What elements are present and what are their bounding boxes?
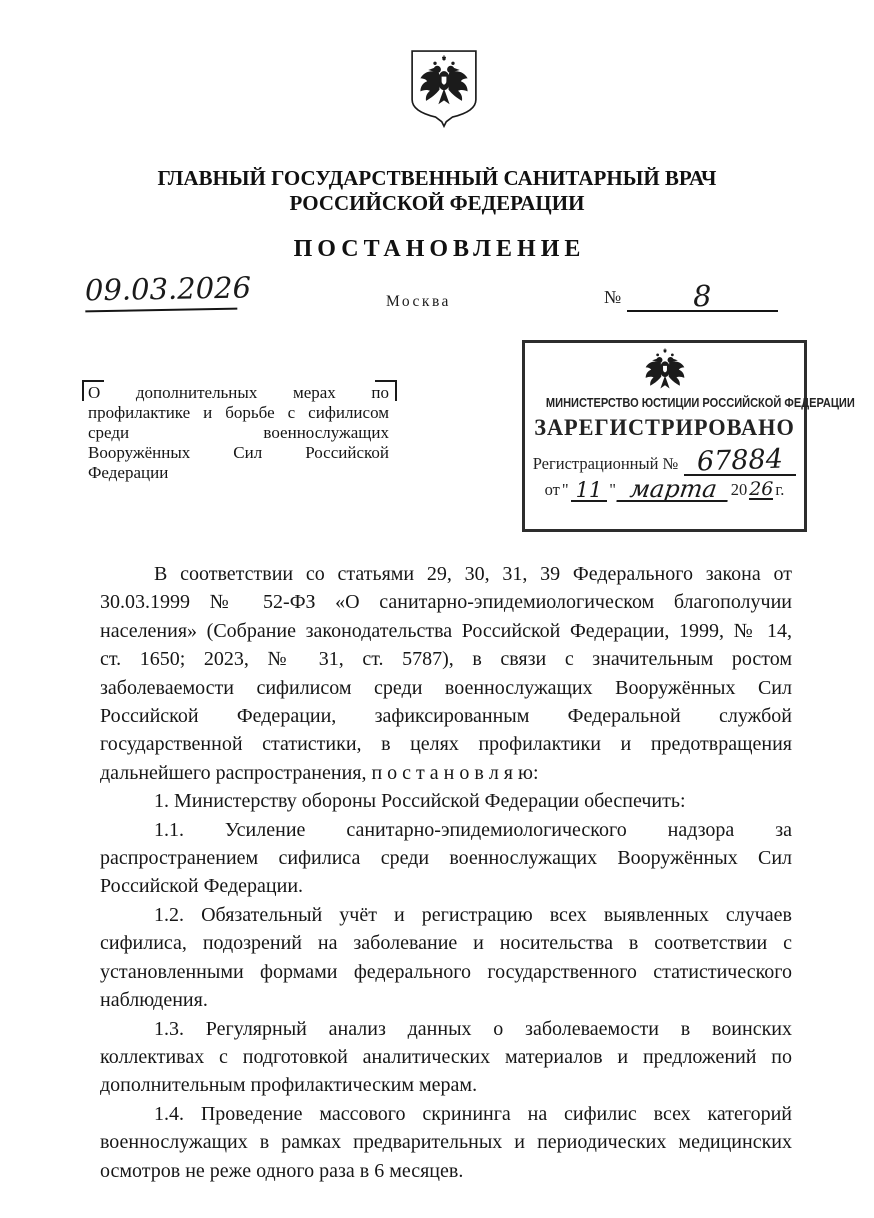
- paragraph: [100, 1100, 792, 1185]
- issuer-line1: ГЛАВНЫЙ ГОСУДАРСТВЕННЫЙ САНИТАРНЫЙ ВРАЧ: [157, 166, 717, 190]
- body-text: [100, 560, 792, 1185]
- stamp-registration-number-row: [525, 443, 804, 478]
- paragraph-line: сифилиса, подозрений на заболевание и носительства в соответствии с: [100, 932, 792, 955]
- paragraph-line: дополнительным профилактическим мерам.: [100, 1074, 478, 1097]
- paragraph-line: В соответствии со статьями 29, 30, 31, 39 Федерального закона от: [154, 563, 792, 585]
- paragraph-line: коллективах с подготовкой аналитических материалов и предложений по: [100, 1045, 792, 1068]
- registration-stamp: [522, 340, 855, 532]
- subject-text: [88, 383, 389, 483]
- handwritten-year: 26: [749, 478, 774, 500]
- paragraph-line: дальнейшего распространения, п о с т а н о в л я ю:: [100, 761, 539, 784]
- paragraph-line: государственной статистики, в целях профилактики и предотвращения: [100, 733, 792, 756]
- paragraph-line: 1.1. Усиление санитарно-эпидемиологического надзора за: [154, 818, 792, 841]
- paragraph: [100, 1015, 792, 1100]
- paragraph: [100, 560, 792, 787]
- paragraph-line: Российской Федерации.: [100, 875, 304, 898]
- stamp-registered-label: ЗАРЕГИСТРИРОВАНО: [534, 415, 795, 440]
- paragraph: [100, 901, 792, 1015]
- city-label: Москва: [386, 293, 451, 310]
- handwritten-document-number: 8: [692, 278, 713, 314]
- paragraph-line: ст. 1650; 2023, № 31, ст. 5787), в связи с значительным ростом: [100, 648, 792, 671]
- paragraph-line: военнослужащих в рамках предварительных и периодических медицинских: [100, 1131, 792, 1154]
- number-underline: [627, 278, 778, 314]
- paragraph-line: осмотров не реже одного раза в 6 месяцев.: [100, 1159, 464, 1182]
- paragraph-line: 1. Министерству обороны Российской Федерации обеспечить:: [154, 790, 686, 813]
- paragraph-line: 30.03.1999 № 52-ФЗ «О санитарно-эпидемиологическом благополучии: [100, 591, 792, 614]
- stamp-year-printed: 20: [730, 480, 748, 499]
- issuer-line2: РОССИЙСКОЙ ФЕДЕРАЦИИ: [289, 191, 585, 215]
- paragraph-line: установленными формами федерального государственного статистического: [100, 960, 792, 983]
- paragraph-line: распространением сифилиса среди военнослужащих Вооружённых Сил: [100, 847, 792, 870]
- paragraph-line: 1.2. Обязательный учёт и регистрацию всех выявленных случаев: [154, 903, 792, 926]
- issuer-header: [0, 166, 874, 216]
- subject-line: Федерации: [88, 463, 169, 482]
- stamp-quote-open: ": [561, 480, 569, 499]
- double-headed-eagle-icon: [641, 348, 689, 394]
- stamp-year-suffix: г.: [775, 480, 785, 499]
- stamp-ministry-line: МИНИСТЕРСТВО ЮСТИЦИИ РОССИЙСКОЙ ФЕДЕРАЦИИ: [545, 395, 855, 410]
- handwritten-reg-number: 67884: [696, 443, 784, 478]
- stamp-quote-close: ": [609, 480, 617, 499]
- number-sign-label: №: [604, 287, 622, 307]
- stamp-reg-number-underline: [684, 443, 796, 478]
- paragraph-line: заболеваемости сифилисом среди военнослужащих Вооружённых Сил: [100, 676, 792, 699]
- paragraph-line: наблюдения.: [100, 989, 208, 1012]
- stamp-reg-number-label: Регистрационный №: [532, 454, 679, 473]
- subject-line: О дополнительных мерах по: [88, 383, 389, 402]
- handwritten-day: 11: [571, 480, 608, 502]
- subject-line: среди военнослужащих: [88, 423, 389, 442]
- paragraph-line: 1.4. Проведение массового скрининга на сифилис всех категорий: [154, 1102, 792, 1125]
- handwritten-month: марта: [616, 479, 730, 502]
- subject-line: профилактике и борьбе с сифилисом: [88, 403, 389, 422]
- stamp-date-prefix: от: [544, 480, 560, 499]
- handwritten-date: 09.03.2026: [85, 271, 238, 313]
- paragraph-line: 1.3. Регулярный анализ данных о заболеваемости в воинских: [154, 1017, 792, 1040]
- paragraph: [100, 787, 792, 815]
- stamp-date-row: [525, 475, 804, 503]
- paragraph-line: Российской Федерации, зафиксированным Федеральной службой: [100, 705, 792, 728]
- paragraph-line: населения» (Собрание законодательства Российской Федерации, 1999, № 14,: [100, 619, 792, 642]
- paragraph: [100, 816, 792, 901]
- document-type-title: ПОСТАНОВЛЕНИЕ: [293, 236, 586, 262]
- russia-coat-of-arms-icon: [406, 48, 482, 130]
- subject-line: Вооружённых Сил Российской: [88, 443, 389, 462]
